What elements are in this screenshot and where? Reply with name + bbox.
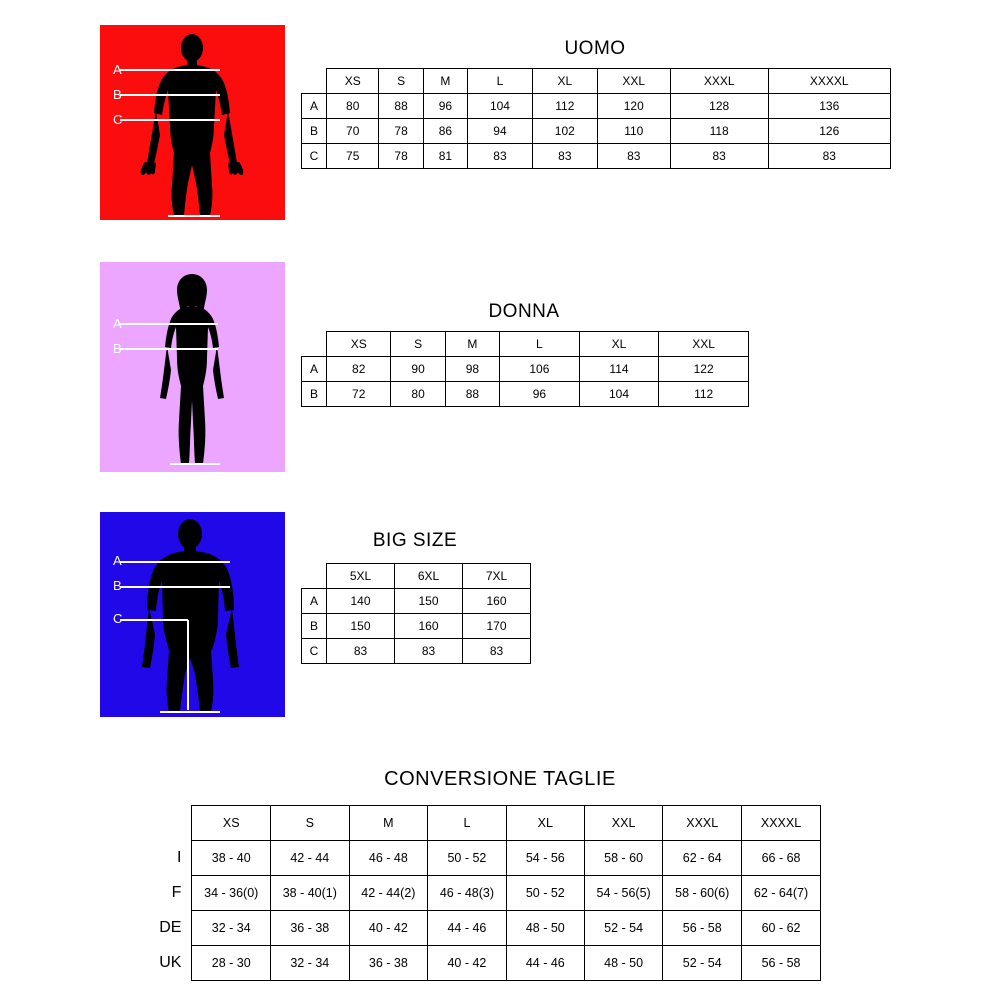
- column-header: 5XL: [327, 564, 395, 589]
- table-title-conversione: CONVERSIONE TAGLIE: [384, 768, 616, 790]
- table-cell: 58 - 60: [584, 841, 663, 876]
- table-cell: 38 - 40(1): [271, 876, 350, 911]
- row-label: B: [302, 119, 327, 144]
- table-cell: 50 - 52: [428, 841, 507, 876]
- table-cell: 104: [468, 94, 533, 119]
- column-header: XL: [579, 332, 659, 357]
- table-cell: 58 - 60(6): [663, 876, 742, 911]
- table-row: [141, 841, 821, 876]
- table-cell: 70: [327, 119, 379, 144]
- table-cell: 118: [670, 119, 768, 144]
- table-cell: 83: [670, 144, 768, 169]
- figure-uomo: [100, 25, 285, 220]
- column-header: XL: [532, 69, 597, 94]
- column-header: M: [445, 332, 499, 357]
- table-cell: 36 - 38: [349, 946, 428, 981]
- size-table-donna: [301, 331, 749, 407]
- table-cell: 40 - 42: [428, 946, 507, 981]
- table-cell: 128: [670, 94, 768, 119]
- table-cell: 83: [395, 639, 463, 664]
- table-cell: 106: [500, 357, 580, 382]
- table-cell: 72: [327, 382, 391, 407]
- table-cell: 66 - 68: [742, 841, 821, 876]
- table-cell: 83: [768, 144, 890, 169]
- row-label: DE: [159, 919, 182, 936]
- female-figure-illustration: [100, 262, 285, 472]
- marker-label-big-a: A: [113, 553, 122, 568]
- column-header: XL: [506, 806, 584, 841]
- table-cell: 112: [532, 94, 597, 119]
- table-cell: 38 - 40: [192, 841, 271, 876]
- table-cell: 88: [379, 94, 423, 119]
- table-cell: 90: [391, 357, 445, 382]
- table-cell: 83: [597, 144, 670, 169]
- table-cell: 94: [468, 119, 533, 144]
- table-cell: 80: [391, 382, 445, 407]
- table-row: [302, 144, 891, 169]
- table-cell: 60 - 62: [742, 911, 821, 946]
- table-cell: 50 - 52: [506, 876, 584, 911]
- table-cell: 32 - 34: [192, 911, 271, 946]
- table-row: [302, 94, 891, 119]
- column-header: L: [468, 69, 533, 94]
- corner-cell: [302, 69, 327, 94]
- table-row: [302, 119, 891, 144]
- table-cell: 126: [768, 119, 890, 144]
- column-header: XXL: [597, 69, 670, 94]
- size-table-uomo: [301, 68, 891, 169]
- table-row: [302, 332, 749, 357]
- table-cell: 78: [379, 144, 423, 169]
- table-cell: 75: [327, 144, 379, 169]
- figure-donna: [100, 262, 285, 472]
- column-header: XS: [327, 69, 379, 94]
- table-cell: 81: [423, 144, 467, 169]
- column-header: XXXXL: [742, 806, 821, 841]
- column-header: S: [391, 332, 445, 357]
- table-cell: 82: [327, 357, 391, 382]
- table-cell: 46 - 48(3): [428, 876, 507, 911]
- table-title-uomo: UOMO: [564, 38, 626, 59]
- table-cell: 96: [423, 94, 467, 119]
- table-cell: 44 - 46: [428, 911, 507, 946]
- table-row: [302, 639, 531, 664]
- table-cell: 170: [463, 614, 531, 639]
- column-header: 6XL: [395, 564, 463, 589]
- table-row: [302, 589, 531, 614]
- table-cell: 98: [445, 357, 499, 382]
- column-header: XXXXL: [768, 69, 890, 94]
- table-row: [141, 946, 821, 981]
- table-cell: 110: [597, 119, 670, 144]
- row-label: I: [177, 849, 182, 866]
- row-label: C: [302, 639, 327, 664]
- column-header: XXL: [584, 806, 663, 841]
- table-cell: 150: [395, 589, 463, 614]
- column-header: XXL: [659, 332, 749, 357]
- column-header: L: [500, 332, 580, 357]
- table-cell: 52 - 54: [584, 911, 663, 946]
- table-cell: 42 - 44: [271, 841, 350, 876]
- row-label: A: [302, 589, 327, 614]
- conversion-table: [141, 805, 821, 981]
- marker-label-big-b: B: [113, 578, 122, 593]
- corner-cell: [141, 806, 192, 841]
- table-cell: 34 - 36(0): [192, 876, 271, 911]
- table-cell: 44 - 46: [506, 946, 584, 981]
- row-label: B: [302, 382, 327, 407]
- table-cell: 136: [768, 94, 890, 119]
- column-header: S: [271, 806, 350, 841]
- marker-label-uomo-c: C: [113, 112, 123, 127]
- table-row: [302, 357, 749, 382]
- table-cell: 102: [532, 119, 597, 144]
- marker-label-uomo-a: A: [113, 62, 122, 77]
- row-label: C: [302, 144, 327, 169]
- marker-label-donna-a: A: [113, 316, 122, 331]
- row-label: A: [302, 94, 327, 119]
- column-header: 7XL: [463, 564, 531, 589]
- table-cell: 160: [395, 614, 463, 639]
- size-table-bigsize: [301, 563, 531, 664]
- table-cell: 150: [327, 614, 395, 639]
- table-title-donna: DONNA: [488, 301, 560, 322]
- table-cell: 114: [579, 357, 659, 382]
- column-header: S: [379, 69, 423, 94]
- marker-label-uomo-b: B: [113, 87, 122, 102]
- table-cell: 42 - 44(2): [349, 876, 428, 911]
- table-row: [141, 876, 821, 911]
- column-header: M: [423, 69, 467, 94]
- table-cell: 120: [597, 94, 670, 119]
- column-header: L: [428, 806, 507, 841]
- column-header: M: [349, 806, 428, 841]
- table-cell: 62 - 64(7): [742, 876, 821, 911]
- table-cell: 62 - 64: [663, 841, 742, 876]
- table-row: [302, 564, 531, 589]
- column-header: XXXL: [663, 806, 742, 841]
- table-row: [302, 69, 891, 94]
- table-row: [302, 614, 531, 639]
- figure-bigsize: [100, 512, 285, 717]
- male-figure-illustration: [100, 25, 285, 220]
- table-cell: 56 - 58: [663, 911, 742, 946]
- table-cell: 104: [579, 382, 659, 407]
- table-cell: 28 - 30: [192, 946, 271, 981]
- table-title-bigsize: BIG SIZE: [372, 530, 458, 551]
- column-header: XS: [327, 332, 391, 357]
- table-cell: 96: [500, 382, 580, 407]
- column-header: XXXL: [670, 69, 768, 94]
- column-header: XS: [192, 806, 271, 841]
- table-row: [302, 382, 749, 407]
- table-cell: 140: [327, 589, 395, 614]
- table-cell: 160: [463, 589, 531, 614]
- table-cell: 112: [659, 382, 749, 407]
- table-cell: 48 - 50: [506, 911, 584, 946]
- row-label: F: [171, 884, 182, 901]
- table-cell: 83: [327, 639, 395, 664]
- table-cell: 83: [468, 144, 533, 169]
- table-cell: 40 - 42: [349, 911, 428, 946]
- table-cell: 32 - 34: [271, 946, 350, 981]
- table-row: [141, 911, 821, 946]
- table-row: [141, 806, 821, 841]
- table-cell: 52 - 54: [663, 946, 742, 981]
- table-cell: 83: [532, 144, 597, 169]
- marker-label-donna-b: B: [113, 341, 122, 356]
- table-cell: 80: [327, 94, 379, 119]
- table-cell: 122: [659, 357, 749, 382]
- table-cell: 78: [379, 119, 423, 144]
- bigsize-figure-illustration: [100, 512, 285, 717]
- table-cell: 48 - 50: [584, 946, 663, 981]
- table-cell: 88: [445, 382, 499, 407]
- corner-cell: [302, 564, 327, 589]
- table-cell: 54 - 56(5): [584, 876, 663, 911]
- table-cell: 36 - 38: [271, 911, 350, 946]
- row-label: B: [302, 614, 327, 639]
- row-label: A: [302, 357, 327, 382]
- corner-cell: [302, 332, 327, 357]
- table-cell: 56 - 58: [742, 946, 821, 981]
- marker-label-big-c: C: [113, 611, 123, 626]
- table-cell: 83: [463, 639, 531, 664]
- table-cell: 86: [423, 119, 467, 144]
- table-cell: 46 - 48: [349, 841, 428, 876]
- table-cell: 54 - 56: [506, 841, 584, 876]
- row-label: UK: [159, 954, 182, 971]
